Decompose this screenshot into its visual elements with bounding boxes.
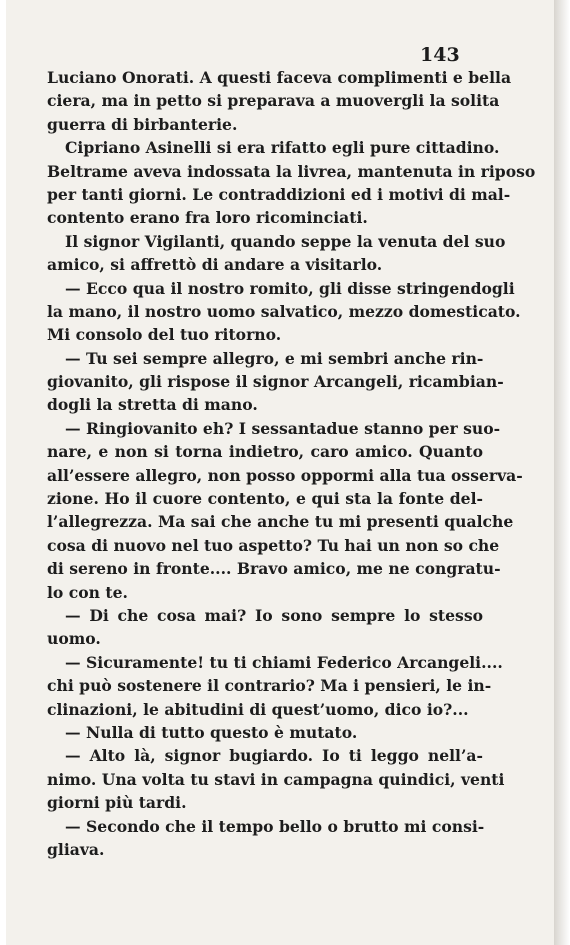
text-line: di sereno in fronte.... Bravo amico, me ne congratu- bbox=[47, 559, 501, 579]
text-line: la mano, il nostro uomo salvatico, mezzo domesticato. bbox=[47, 301, 521, 321]
text-line: lo con te. bbox=[47, 582, 128, 602]
text-line: ciera, ma in petto si preparava a muovergli la solita bbox=[47, 91, 500, 111]
page-edge bbox=[554, 0, 570, 945]
text-line: Cipriano Asinelli si era rifatto egli pure cittadino. bbox=[65, 138, 500, 158]
text-line: guerra di birbanterie. bbox=[47, 114, 238, 134]
text-line: giorni più tardi. bbox=[47, 793, 187, 813]
page-number: 143 bbox=[420, 44, 460, 66]
text-line: — Ecco qua il nostro romito, gli disse stringendogli bbox=[65, 278, 515, 298]
text-line: Il signor Vigilanti, quando seppe la venuta del suo bbox=[65, 231, 506, 251]
text-line: — Tu sei sempre allegro, e mi sembri anche rin- bbox=[65, 348, 484, 368]
text-line: giovanito, gli rispose il signor Arcangeli, ricambian- bbox=[47, 372, 504, 392]
text-line: amico, si affrettò di andare a visitarlo. bbox=[47, 255, 383, 275]
text-line: Beltrame aveva indossata la livrea, mantenuta in riposo bbox=[47, 161, 536, 181]
text-line: all’essere allegro, non posso oppormi alla tua osserva- bbox=[47, 465, 523, 485]
text-line: per tanti giorni. Le contraddizioni ed i motivi di mal- bbox=[47, 184, 511, 204]
text-line: — Alto là, signor bugiardo. Io ti leggo nell’a- bbox=[65, 746, 483, 766]
text-line: — Di che cosa mai? Io sono sempre lo stesso bbox=[65, 605, 483, 625]
text-line: dogli la stretta di mano. bbox=[47, 395, 258, 415]
text-line: nimo. Una volta tu stavi in campagna quindici, venti bbox=[47, 769, 505, 789]
text-line: cosa di nuovo nel tuo aspetto? Tu hai un non so che bbox=[47, 535, 500, 555]
page-body-text bbox=[47, 66, 536, 861]
text-line: Mi consolo del tuo ritorno. bbox=[47, 325, 282, 345]
text-line: contento erano fra loro ricominciati. bbox=[47, 208, 368, 228]
text-line: uomo. bbox=[47, 629, 101, 649]
text-line: l’allegrezza. Ma sai che anche tu mi presenti qualche bbox=[47, 512, 514, 532]
text-line: clinazioni, le abitudini di quest’uomo, dico io?... bbox=[47, 699, 469, 719]
text-line: — Ringiovanito eh? I sessantadue stanno per suo- bbox=[65, 418, 501, 438]
text-line: — Sicuramente! tu ti chiami Federico Arcangeli.... bbox=[65, 652, 503, 672]
text-line: — Nulla di tutto questo è mutato. bbox=[65, 722, 358, 742]
text-line: — Secondo che il tempo bello o brutto mi consi- bbox=[65, 816, 485, 836]
text-line: zione. Ho il cuore contento, e qui sta la fonte del- bbox=[47, 489, 483, 509]
text-line: Luciano Onorati. A questi faceva complimenti e bella bbox=[47, 68, 512, 87]
text-line: gliava. bbox=[47, 839, 105, 859]
text-line: chi può sostenere il contrario? Ma i pensieri, le in- bbox=[47, 676, 492, 696]
text-line: nare, e non si torna indietro, caro amico. Quanto bbox=[47, 442, 483, 462]
